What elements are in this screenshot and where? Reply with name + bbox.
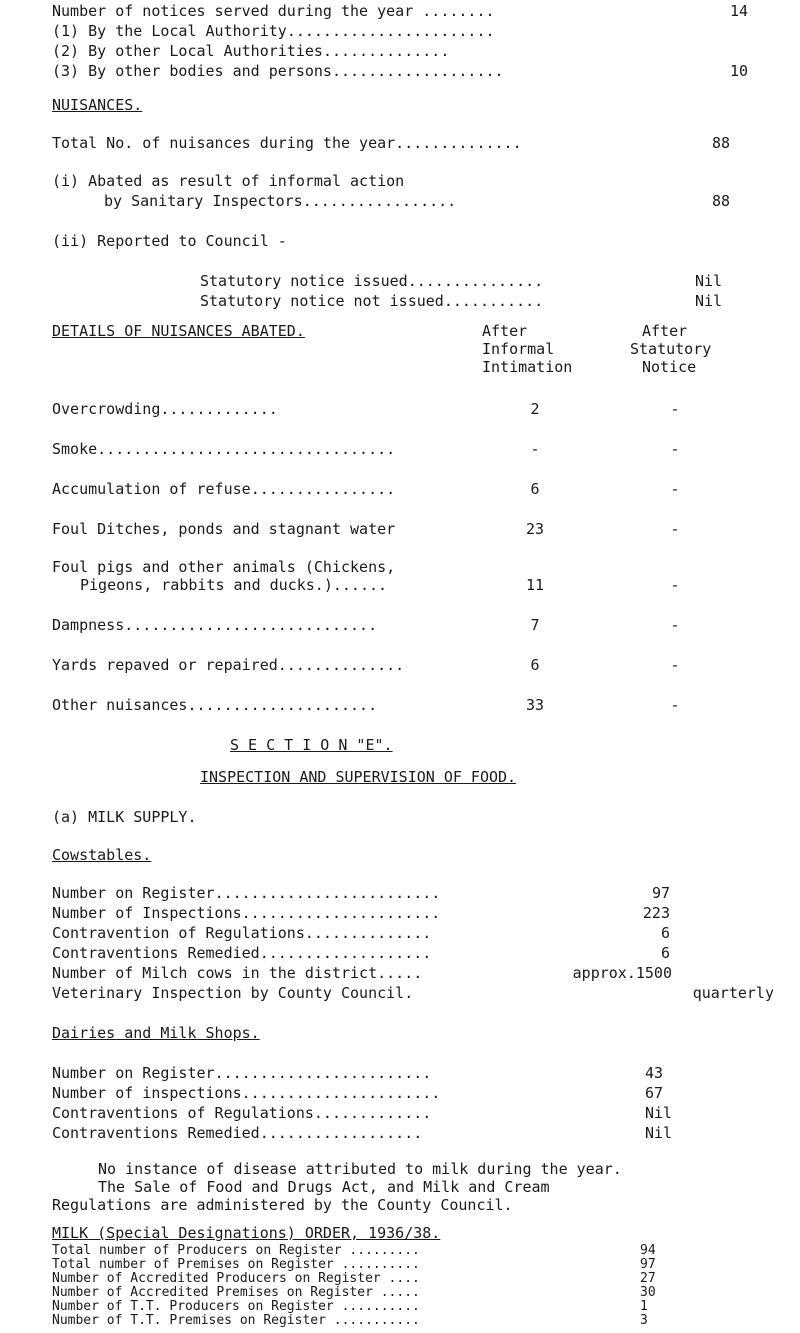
special-row: Total number of Producers on Register .........	[52, 1243, 420, 1258]
cowsheds-heading: Cowstables.	[52, 846, 152, 864]
special-row-label: Total number of Producers on Register	[52, 1243, 342, 1258]
details-col2-h2: Statutory	[630, 340, 712, 358]
details-row: Pigeons, rabbits and ducks.)......	[80, 576, 388, 594]
cowsheds-row-label: Number of Milch cows in the district	[52, 964, 378, 982]
nuisances-total: Total No. of nuisances during the year..............	[52, 134, 522, 152]
details-row: Foul pigs and other animals (Chickens,	[52, 558, 396, 576]
cowsheds-row: Number on Register.........................	[52, 884, 441, 902]
cowsheds-row-value: 6	[660, 924, 670, 942]
details-row-v2: -	[670, 440, 680, 458]
details-row: Other nuisances.....................	[52, 696, 378, 714]
section-e-subheading: INSPECTION AND SUPERVISION OF FOOD.	[200, 768, 517, 786]
details-row-v1: 11	[525, 576, 545, 594]
details-heading: DETAILS OF NUISANCES ABATED.	[52, 322, 305, 340]
cowsheds-row: Veterinary Inspection by County Council.	[52, 984, 414, 1002]
cowsheds-row-label: Contravention of Regulations	[52, 924, 305, 942]
details-row-v1: 33	[525, 696, 545, 714]
details-col2-h1: After	[642, 322, 688, 340]
special-row-value: 3	[640, 1313, 648, 1328]
special-row-value: 94	[640, 1243, 656, 1258]
dairies-row: Contraventions Remedied..................	[52, 1124, 423, 1142]
details-col1-h3: Intimation	[482, 358, 573, 376]
nuisances-total-value: 88	[711, 134, 730, 152]
details-row-label: Smoke	[52, 440, 98, 458]
notices-header-label: Number of notices served during the year	[52, 2, 414, 20]
details-row-v2: -	[670, 520, 680, 538]
special-heading: MILK (Special Designations) ORDER, 1936/38.	[52, 1224, 441, 1242]
details-col1-h1: After	[482, 322, 528, 340]
details-row-v2: -	[670, 616, 680, 634]
details-col2-h3: Notice	[642, 358, 697, 376]
milk-paragraph-line-1: No instance of disease attributed to milk during the year.	[98, 1160, 622, 1178]
notices-item-3-value: 10	[729, 62, 748, 80]
cowsheds-row-label: Number on Register	[52, 884, 215, 902]
special-row-value: 1	[640, 1299, 648, 1314]
dairies-row-value: 67	[645, 1084, 664, 1102]
nuisances-abated-value: 88	[711, 192, 730, 210]
cowsheds-row: Number of Milch cows in the district.....	[52, 964, 423, 982]
details-row-v1: 6	[530, 480, 540, 498]
dairies-row-label: Number of inspections	[52, 1084, 242, 1102]
dairies-row-value: Nil	[645, 1104, 673, 1122]
special-row-label: Number of T.T. Premises on Register	[52, 1313, 326, 1328]
details-row-label: Accumulation of refuse	[52, 480, 251, 498]
milk-paragraph-line-3: Regulations are administered by the County Council.	[52, 1196, 513, 1214]
cowsheds-row: Contraventions Remedied...................	[52, 944, 432, 962]
statutory-not-issued: Statutory notice not issued...........	[200, 292, 544, 310]
special-row: Number of Accredited Producers on Register ....	[52, 1271, 420, 1286]
special-row: Number of Accredited Premises on Register .....	[52, 1285, 420, 1300]
dairies-row: Contraventions of Regulations.............	[52, 1104, 432, 1122]
details-row-v1: -	[530, 440, 540, 458]
details-row-v2: -	[670, 576, 680, 594]
details-row-label: Overcrowding	[52, 400, 161, 418]
cowsheds-row-value: 6	[660, 944, 670, 962]
notices-item-1: (1) By the Local Authority.......................	[52, 22, 495, 40]
statutory-issued-value: Nil	[695, 272, 723, 290]
notices-item-label: (1) By the Local Authority	[52, 22, 287, 40]
cowsheds-row-label: Number of Inspections	[52, 904, 242, 922]
dairies-row-value: Nil	[645, 1124, 673, 1142]
nuisances-abated-2: by Sanitary Inspectors.................	[104, 192, 457, 210]
details-row-v1: 7	[530, 616, 540, 634]
cowsheds-row-value: 97	[651, 884, 670, 902]
special-row-value: 27	[640, 1271, 656, 1286]
notices-header-value: 14	[729, 2, 748, 20]
statutory-not-issued-label: Statutory notice not issued	[200, 292, 444, 310]
section-e-heading: S E C T I O N "E".	[230, 736, 393, 754]
dairies-heading: Dairies and Milk Shops.	[52, 1024, 260, 1042]
details-row-label: Pigeons, rabbits and ducks.)	[80, 576, 333, 594]
special-row-value: 97	[640, 1257, 656, 1272]
nuisances-reported: (ii) Reported to Council -	[52, 232, 287, 250]
cowsheds-row: Number of Inspections......................	[52, 904, 441, 922]
dairies-row-label: Contraventions Remedied	[52, 1124, 260, 1142]
cowsheds-row: Contravention of Regulations..............	[52, 924, 432, 942]
notices-item-label: (2) By other Local Authorities	[52, 42, 323, 60]
details-row-label: Dampness	[52, 616, 125, 634]
nuisances-abated-label: by Sanitary Inspectors	[104, 192, 303, 210]
cowsheds-row-value: 223	[642, 904, 670, 922]
details-row: Accumulation of refuse................	[52, 480, 396, 498]
details-row-label: Yards repaved or repaired	[52, 656, 278, 674]
nuisances-heading: NUISANCES.	[52, 96, 143, 114]
details-row-v1: 23	[525, 520, 545, 538]
details-row: Smoke.................................	[52, 440, 396, 458]
details-row-v2: -	[670, 656, 680, 674]
special-row-label: Total number of Premises on Register	[52, 1257, 334, 1272]
cowsheds-row-label: Contraventions Remedied	[52, 944, 260, 962]
details-row: Yards repaved or repaired..............	[52, 656, 405, 674]
notices-item-3: (3) By other bodies and persons...................	[52, 62, 504, 80]
notices-header: Number of notices served during the year ........	[52, 2, 495, 20]
cowsheds-row-value: quarterly	[692, 984, 774, 1002]
special-row-label: Number of Accredited Premises on Register	[52, 1285, 373, 1300]
special-row-value: 30	[640, 1285, 656, 1300]
cowsheds-row-value: approx.1500	[572, 964, 672, 982]
statutory-not-issued-value: Nil	[695, 292, 723, 310]
details-row-v2: -	[670, 480, 680, 498]
milk-paragraph-text: The Sale of Food and Drugs Act, and Milk and Cream	[98, 1178, 550, 1196]
details-row-v1: 6	[530, 656, 540, 674]
details-row-v2: -	[670, 400, 680, 418]
dairies-row: Number of inspections......................	[52, 1084, 441, 1102]
milk-paragraph-line-2	[52, 1178, 550, 1196]
nuisances-total-label: Total No. of nuisances during the year	[52, 134, 396, 152]
notices-item-2: (2) By other Local Authorities..............	[52, 42, 450, 60]
special-row-label: Number of T.T. Producers on Register	[52, 1299, 334, 1314]
details-row: Dampness............................	[52, 616, 378, 634]
special-row: Total number of Premises on Register ..........	[52, 1257, 420, 1272]
special-row: Number of T.T. Producers on Register ..........	[52, 1299, 420, 1314]
dairies-row-value: 43	[645, 1064, 664, 1082]
dairies-row: Number on Register........................	[52, 1064, 432, 1082]
nuisances-abated-1: (i) Abated as result of informal action	[52, 172, 405, 190]
dairies-row-label: Number on Register	[52, 1064, 215, 1082]
details-row-v1: 2	[530, 400, 540, 418]
statutory-issued: Statutory notice issued...............	[200, 272, 544, 290]
special-row-label: Number of Accredited Producers on Register	[52, 1271, 381, 1286]
dairies-row-label: Contraventions of Regulations	[52, 1104, 314, 1122]
special-row: Number of T.T. Premises on Register ...........	[52, 1313, 420, 1328]
details-row-label: Other nuisances	[52, 696, 188, 714]
details-col1-h2: Informal	[482, 340, 555, 358]
milk-heading: (a) MILK SUPPLY.	[52, 808, 197, 826]
details-row: Foul Ditches, ponds and stagnant water	[52, 520, 396, 538]
notices-item-label: (3) By other bodies and persons	[52, 62, 332, 80]
statutory-issued-label: Statutory notice issued	[200, 272, 408, 290]
details-row: Overcrowding.............	[52, 400, 278, 418]
details-row-v2: -	[670, 696, 680, 714]
